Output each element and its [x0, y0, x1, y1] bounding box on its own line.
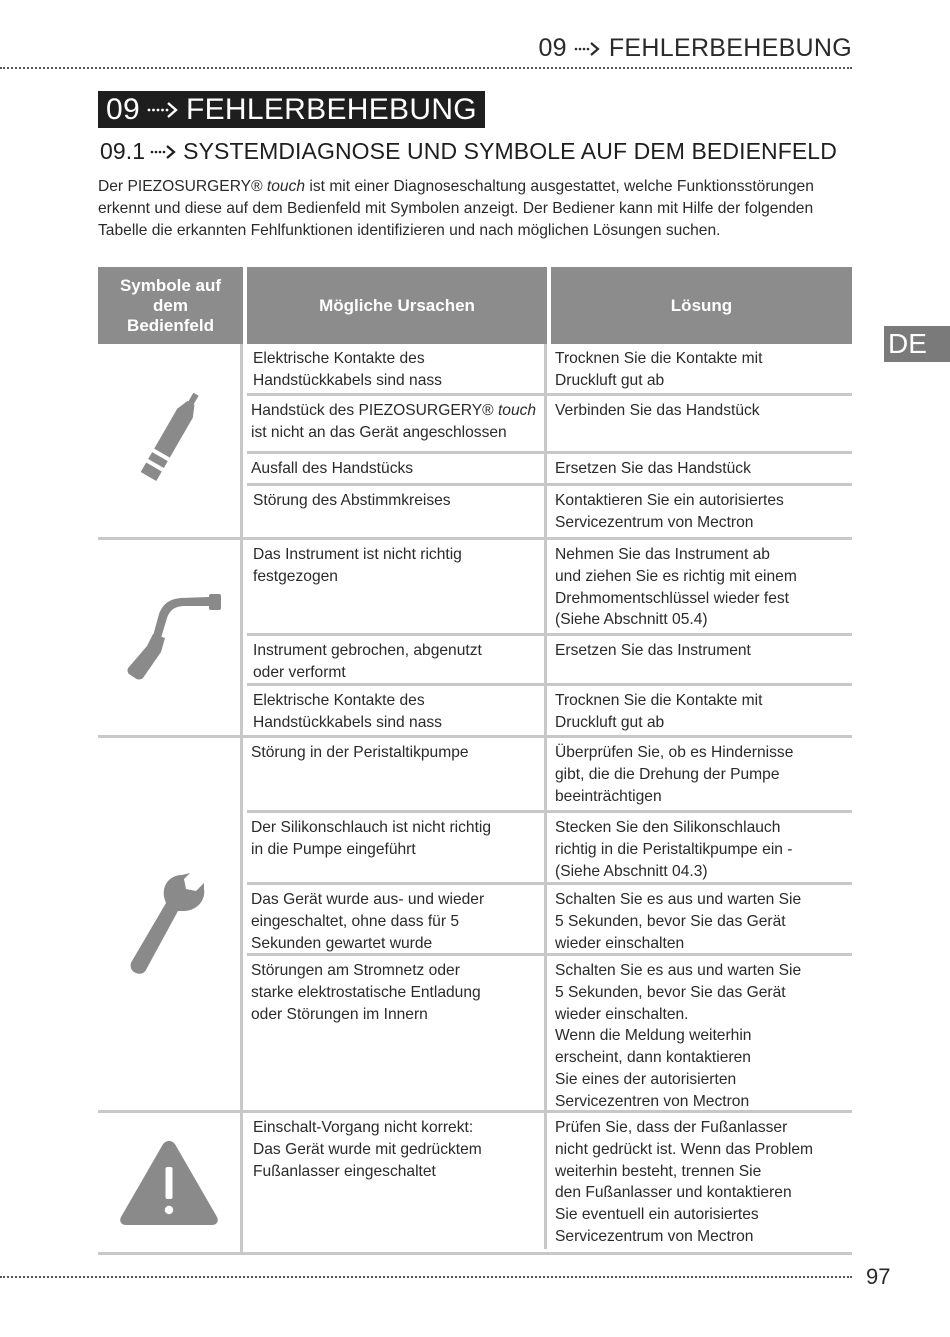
- table-row: [247, 810, 852, 882]
- table-row: [247, 451, 852, 483]
- symbol-cell: [98, 344, 243, 537]
- header-causes: Mögliche Ursachen: [247, 267, 547, 344]
- group-rows: [247, 540, 852, 735]
- cause-cell: Ausfall des Handstücks: [247, 454, 547, 483]
- table-row: [247, 393, 852, 451]
- chapter-title: [98, 91, 485, 128]
- handpiece-icon: [129, 385, 209, 497]
- running-header-number: 09: [538, 34, 567, 62]
- chapter-title-text: FEHLERBEHEBUNG: [185, 93, 477, 126]
- running-header-title: FEHLERBEHEBUNG: [608, 34, 852, 62]
- symbol-cell: [98, 738, 243, 1110]
- solution-cell: Ersetzen Sie das Handstück: [555, 460, 751, 477]
- cause-cell: Störung des Abstimmkreises: [247, 486, 547, 537]
- group-rows: [247, 344, 852, 537]
- cause-cell: Der Silikonschlauch ist nicht richtig in die Pumpe eingeführt: [247, 813, 547, 882]
- header-divider: [0, 67, 852, 69]
- section-number: 09.1: [100, 138, 146, 164]
- cause-cell: Das Instrument ist nicht richtig festgezogen: [247, 540, 547, 633]
- table-row: [247, 953, 852, 1110]
- wrench-icon: [124, 869, 214, 979]
- running-header: [538, 34, 852, 63]
- cause-cell: Instrument gebrochen, abgenutzt oder verformt: [247, 636, 547, 683]
- table-row: [247, 540, 852, 633]
- symbol-cell: [98, 540, 243, 735]
- cause-cell: Einschalt-Vorgang nicht korrekt: Das Gerät wurde mit gedrücktem Fußanlasser eingeschaltet: [247, 1113, 547, 1249]
- dotted-arrow-icon: [573, 40, 603, 58]
- table-row: [247, 483, 852, 537]
- solution-cell: Schalten Sie es aus und warten Sie 5 Sekunden, bevor Sie das Gerät wieder einschalten: [555, 891, 802, 952]
- solution-cell: Trocknen Sie die Kontakte mit Druckluft gut ab: [555, 350, 763, 389]
- cause-cell: Störung in der Peristaltikpumpe: [247, 738, 547, 810]
- table-row: [247, 882, 852, 953]
- solution-cell: Schalten Sie es aus und warten Sie 5 Sekunden, bevor Sie das Gerät wieder einschalten. Wenn die Meldung weiterhin erscheint, dann kontaktieren Sie eines der autorisierten Servicezentren von Mectron: [555, 962, 802, 1110]
- header-solution: Lösung: [551, 267, 852, 344]
- section-title: [100, 138, 837, 165]
- solution-cell: Trocknen Sie die Kontakte mit Druckluft gut ab: [555, 692, 763, 731]
- solution-cell: Stecken Sie den Silikonschlauch richtig in die Peristaltikpumpe ein - (Siehe Abschnitt 04.3): [555, 819, 793, 880]
- table-row: [247, 344, 852, 393]
- symbol-cell: [98, 1113, 243, 1252]
- cause-cell: Das Gerät wurde aus- und wieder eingeschaltet, ohne dass für 5 Sekunden gewartet wurde: [247, 885, 547, 953]
- solution-cell: Verbinden Sie das Handstück: [555, 402, 760, 419]
- solution-cell: Ersetzen Sie das Instrument: [555, 642, 751, 659]
- instrument-icon: [109, 588, 229, 688]
- warning-icon: [117, 1137, 221, 1229]
- cause-cell: Störungen am Stromnetz oder starke elektrostatische Entladung oder Störungen im Innern: [247, 956, 547, 1110]
- group-rows: [247, 1113, 852, 1252]
- table-header: [98, 267, 852, 344]
- header-symbols: Symbole auf dem Bedienfeld: [98, 267, 243, 344]
- table-row: [247, 738, 852, 810]
- language-tab: DE: [884, 326, 950, 362]
- chapter-number: 09: [106, 93, 140, 126]
- solution-cell: Kontaktieren Sie ein autorisiertes Servicezentrum von Mectron: [555, 492, 784, 531]
- table-group: [98, 540, 852, 738]
- table-group: [98, 1113, 852, 1255]
- table-row: [247, 683, 852, 735]
- solution-cell: Nehmen Sie das Instrument ab und ziehen Sie es richtig mit einem Drehmomentschlüssel wieder fest (Siehe Abschnitt 05.4): [555, 546, 797, 629]
- intro-text-italic: touch: [266, 178, 306, 195]
- cause-cell: Elektrische Kontakte des Handstückkabels sind nass: [247, 344, 547, 393]
- intro-text-start: Der PIEZOSURGERY®: [98, 178, 267, 195]
- dotted-arrow-icon: [149, 143, 179, 161]
- page-number: 97: [866, 1264, 891, 1289]
- table-row: [247, 1113, 852, 1249]
- section-title-text: SYSTEMDIAGNOSE UND SYMBOLE AUF DEM BEDIENFELD: [183, 138, 837, 164]
- cause-cell: Handstück des PIEZOSURGERY® touch ist nicht an das Gerät angeschlossen: [247, 396, 547, 451]
- cause-cell: Elektrische Kontakte des Handstückkabels sind nass: [247, 686, 547, 735]
- intro-paragraph: [98, 176, 848, 241]
- dotted-arrow-icon: [146, 100, 180, 120]
- solution-cell: Prüfen Sie, dass der Fußanlasser nicht gedrückt ist. Wenn das Problem weiterhin besteht, trennen Sie den Fußanlasser und kontaktieren Sie eventuell ein autorisiertes Servicezentrum von Mectron: [555, 1119, 813, 1245]
- table-group: [98, 344, 852, 540]
- solution-cell: Überprüfen Sie, ob es Hindernisse gibt, die die Drehung der Pumpe beeinträchtigen: [555, 744, 794, 805]
- diagnostics-table: [98, 267, 852, 1255]
- table-row: [247, 633, 852, 683]
- table-group: [98, 738, 852, 1113]
- intro-text-rest: ist mit einer Diagnoseschaltung ausgestattet, welche Funktionsstörungen erkennt und diese auf dem Bedienfeld mit Symbolen anzeigt. Der Bediener kann mit Hilfe der folgenden Tabelle die erkannten Fehlfunktionen identifizieren und nach möglichen Lösungen suchen.: [98, 178, 814, 239]
- group-rows: [247, 738, 852, 1110]
- footer-divider: [0, 1276, 852, 1278]
